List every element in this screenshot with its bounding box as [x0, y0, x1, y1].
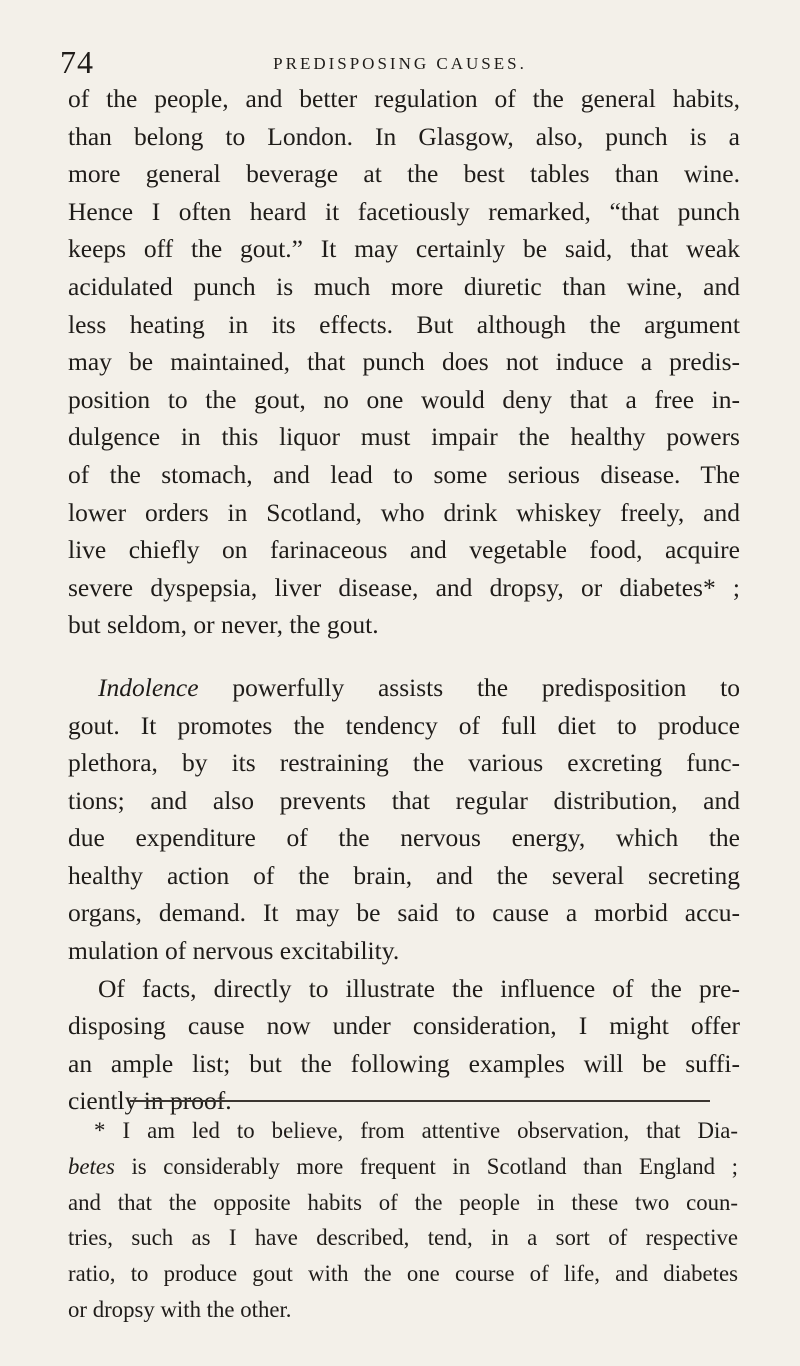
- footnote-line: and that the opposite habits of the people in these two coun-: [68, 1189, 738, 1215]
- text-fragment: powerfully assists the predisposition to: [198, 672, 740, 702]
- footnote-line: [68, 1149, 738, 1185]
- paragraph-gap: [68, 644, 740, 669]
- diabetes-term: betes: [68, 1153, 115, 1179]
- text-line: severe dyspepsia, liver disease, and dropsy, or diabetes* ;: [68, 572, 740, 602]
- text-line: gout. It promotes the tendency of full diet to produce: [68, 710, 740, 740]
- footnote-line: ratio, to produce gout with the one course of life, and diabetes: [68, 1261, 738, 1287]
- text-line: keeps off the gout.” It may certainly be said, that weak: [68, 234, 740, 264]
- text-line: dulgence in this liquor must impair the healthy powers: [68, 422, 740, 452]
- text-line: may be maintained, that punch does not induce a predis-: [68, 347, 740, 377]
- text-line: lower orders in Scotland, who drink whiskey freely, and: [68, 497, 740, 527]
- footnote-line: or dropsy with the other.: [68, 1296, 292, 1322]
- text-line: acidulated punch is much more diuretic than wine, and: [68, 271, 740, 301]
- text-line: Hence I often heard it facetiously remarked, “that punch: [68, 196, 740, 226]
- text-fragment: is considerably more frequent in Scotland than England ;: [114, 1153, 738, 1179]
- text-line: tions; and also prevents that regular distribution, and: [68, 785, 740, 815]
- body-text: [68, 80, 740, 1120]
- page-number: 74: [60, 44, 94, 80]
- text-line: [68, 669, 740, 707]
- text-line: Of facts, directly to illustrate the influence of the pre-: [98, 973, 740, 1003]
- paragraph-indolence: [68, 669, 740, 970]
- footnote-line: tries, such as I have described, tend, in a sort of respective: [68, 1225, 738, 1251]
- indolence-heading: Indolence: [98, 672, 199, 702]
- text-line: live chiefly on farinaceous and vegetable food, acquire: [68, 535, 740, 565]
- text-line: plethora, by its restraining the various excreting func-: [68, 748, 740, 778]
- paragraph-punch: [68, 80, 740, 644]
- text-line: less heating in its effects. But although the argument: [68, 309, 740, 339]
- footnote-line: * I am led to believe, from attentive observation, that Dia-: [94, 1118, 738, 1143]
- text-line: ciently in proof.: [68, 1086, 232, 1116]
- running-head: PREDISPOSING CAUSES.: [273, 54, 527, 73]
- footnote: [68, 1113, 738, 1328]
- text-line: but seldom, or never, the gout.: [68, 610, 379, 640]
- paragraph-facts: [68, 970, 740, 1120]
- text-line: an ample list; but the following examples will be suffi-: [68, 1048, 740, 1078]
- text-line: position to the gout, no one would deny that a free in-: [68, 384, 740, 414]
- text-line: organs, demand. It may be said to cause a morbid accu-: [68, 898, 740, 928]
- text-line: healthy action of the brain, and the several secreting: [68, 860, 740, 890]
- text-line: due expenditure of the nervous energy, which the: [68, 823, 740, 853]
- text-line: disposing cause now under consideration, I might offer: [68, 1011, 740, 1041]
- text-line: of the stomach, and lead to some serious disease. The: [68, 459, 740, 489]
- text-line: than belong to London. In Glasgow, also, punch is a: [68, 121, 740, 151]
- footnote-rule: [130, 1100, 710, 1102]
- text-line: of the people, and better regulation of the general habits,: [68, 84, 740, 113]
- text-line: mulation of nervous excitability.: [68, 936, 400, 966]
- page-header: [60, 38, 740, 78]
- text-line: more general beverage at the best tables than wine.: [68, 159, 740, 189]
